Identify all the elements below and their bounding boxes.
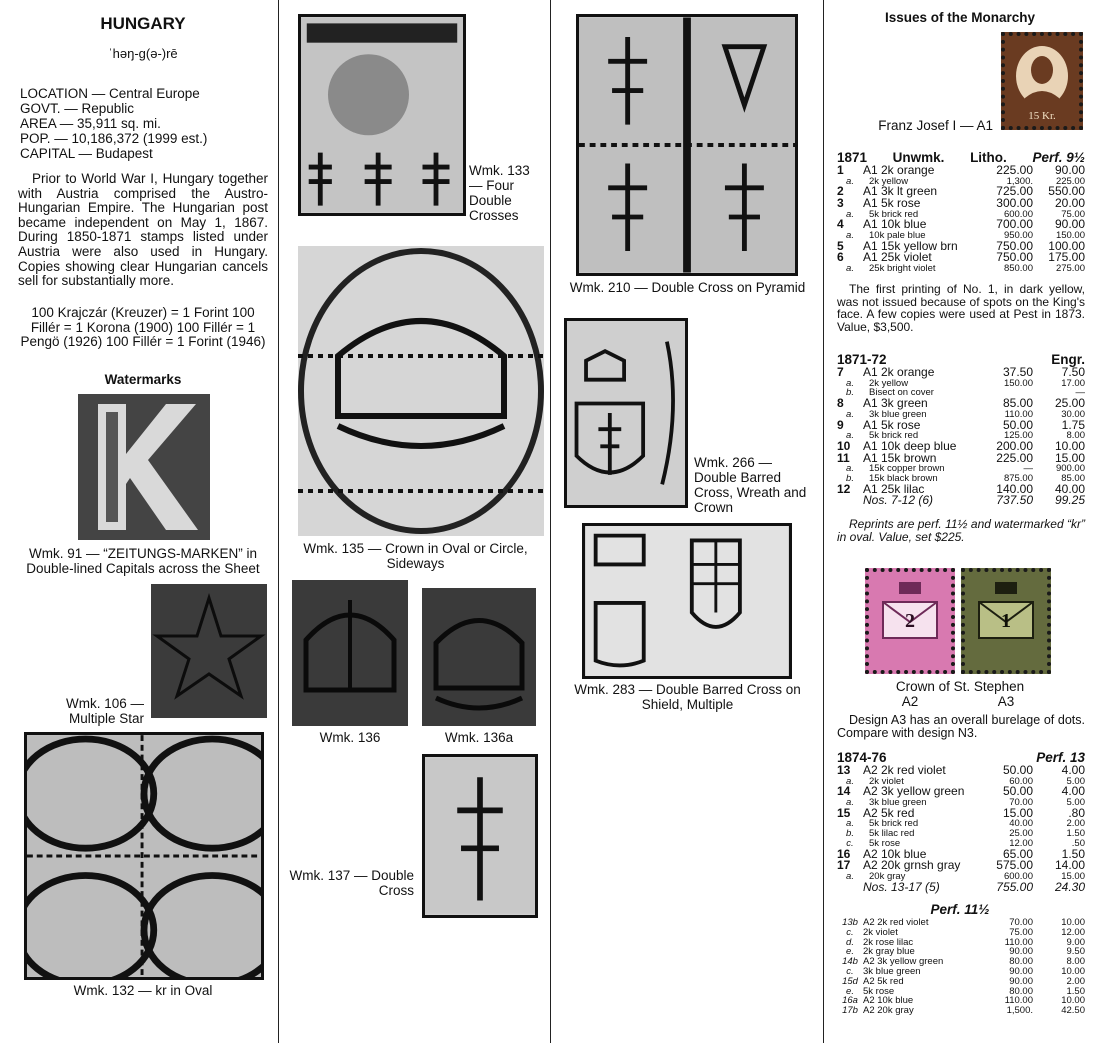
wmk-91-graphic	[78, 394, 210, 540]
intro-paragraph: Prior to World War I, Hungary together with Austria comprised the Austro-Hungarian Empire. The Hungarian post became independent on May 1, 1867. During 1850-1871 stamps listed under Austria were also used in Hungary. Copies showing clear Hungarian cancels sell for substantially more.	[18, 171, 268, 289]
used-value: 75.00	[1061, 208, 1085, 220]
used-value: 5.00	[1066, 775, 1085, 787]
section-heading: Issues of the Monarchy	[884, 10, 1036, 25]
column-divider	[278, 0, 279, 1043]
catalog-number: 14b	[842, 956, 858, 968]
catalog-number: 12	[837, 481, 851, 496]
catalog-number: a.	[846, 775, 854, 787]
stamp-a2-image	[865, 568, 955, 674]
crown-icon	[422, 588, 536, 726]
used-value: 9.50	[1066, 946, 1085, 958]
unused-value: 575.00	[996, 858, 1033, 873]
stamp-description: 15k black brown	[869, 472, 938, 484]
column-divider	[823, 0, 824, 1043]
section-method: Engr.	[1051, 352, 1085, 367]
used-value: 10.00	[1061, 917, 1085, 928]
stamp-description: 10k pale blue	[869, 229, 926, 241]
wmk-133-image	[298, 14, 466, 216]
unused-value: 200.00	[996, 438, 1033, 453]
stamp-description: Bisect on cover	[869, 387, 934, 399]
unused-value: 1,300.	[1006, 175, 1033, 187]
catalog-number: a.	[846, 408, 854, 420]
section-1874-76	[837, 750, 1085, 893]
stamp-description: A2 5k red	[863, 975, 904, 987]
stamp-description: 5k rose	[863, 985, 895, 997]
catalog-number: 15	[837, 805, 851, 820]
used-value: 9.00	[1066, 936, 1085, 948]
unused-value: 90.00	[1009, 975, 1033, 987]
design-a2-label: A2	[901, 694, 919, 709]
used-value: 4.00	[1061, 763, 1085, 777]
info-capital: CAPITAL — Budapest	[20, 146, 153, 161]
unused-value: 12.00	[1009, 837, 1033, 849]
catalog-number: a.	[846, 208, 854, 220]
column-4	[835, 0, 1085, 1043]
used-value: 1.50	[1061, 846, 1085, 861]
wmk-135-caption: Wmk. 135 — Crown in Oval or Circle, Sideways	[303, 541, 528, 571]
stamp-description: A1 15k yellow brn	[863, 238, 958, 253]
wmk-91-image	[78, 394, 210, 540]
unused-value: 85.00	[1002, 396, 1033, 411]
wmk-133-caption: Wmk. 133 — Four Double Crosses	[469, 163, 530, 223]
unused-value: 40.00	[1009, 818, 1033, 830]
unused-value: 75.00	[1009, 926, 1033, 938]
stamp-description: A1 25k violet	[863, 250, 932, 265]
used-value: 30.00	[1061, 408, 1085, 420]
used-value: 90.00	[1054, 163, 1085, 177]
table-row	[837, 198, 1085, 210]
wmk-210-image	[576, 14, 798, 276]
wmk-283-caption: Wmk. 283 — Double Barred Cross on Shield, Multiple	[574, 682, 801, 712]
design-a3-label: A3	[997, 694, 1015, 709]
catalog-number: a.	[846, 463, 854, 475]
unused-value: 1,500.	[1006, 1005, 1033, 1017]
wmk-136-image	[292, 580, 408, 726]
used-value: 7.50	[1061, 365, 1085, 379]
catalog-number	[837, 882, 863, 894]
unused-value: 750.00	[996, 250, 1033, 265]
catalog-number: 6	[837, 250, 844, 265]
used-value: 99.25	[1054, 493, 1085, 508]
unused-value: 225.00	[996, 163, 1033, 177]
stamp-description: 2k yellow	[869, 377, 909, 389]
star-icon	[151, 584, 267, 718]
stamp-a1-image	[1001, 32, 1083, 130]
catalog-number: 10	[837, 438, 851, 453]
unused-value: 80.00	[1009, 956, 1033, 968]
shield-icon	[567, 321, 685, 505]
stamp-description: 2k yellow	[869, 175, 909, 187]
catalog-number: 1	[837, 163, 844, 177]
catalog-number: b.	[846, 472, 854, 484]
unused-value: 750.00	[996, 238, 1033, 253]
used-value: 85.00	[1061, 472, 1085, 484]
section-perf-11-5	[837, 918, 1085, 1016]
wmk-210-caption: Wmk. 210 — Double Cross on Pyramid	[569, 280, 806, 295]
design-note: Design A3 has an overall burelage of dots. Compare with design N3.	[837, 713, 1085, 740]
stamp-a3-image	[961, 568, 1051, 674]
stamp-description: 25k bright violet	[869, 262, 936, 274]
column-divider	[550, 0, 551, 1043]
crown-caption: Crown of St. Stephen	[895, 679, 1025, 694]
double-cross-icon	[425, 757, 535, 915]
stamp-description: A2 10k blue	[863, 846, 927, 861]
unused-value: 725.00	[996, 184, 1033, 199]
info-area: AREA — 35,911 sq. mi.	[20, 116, 161, 131]
catalog-number: 3	[837, 195, 844, 210]
stamp-description: 15k copper brown	[869, 463, 945, 475]
wmk-91-caption: Wmk. 91 — “ZEITUNGS-MARKEN” in Double-lined Capitals across the Sheet	[26, 546, 260, 576]
unused-value: 140.00	[996, 481, 1033, 496]
stamp-description: A1 10k blue	[863, 217, 927, 232]
stamp-description: 5k brick red	[869, 430, 919, 442]
pronunciation: ˈhəŋ-g(ə-)rē	[108, 46, 178, 61]
stamp-description: A2 10k blue	[863, 995, 914, 1007]
unused-value: 875.00	[1003, 472, 1033, 484]
stamp-description: A2 2k red violet	[863, 763, 946, 777]
unused-value: 300.00	[996, 195, 1033, 210]
section-perf: Perf. 13	[1036, 750, 1085, 765]
stamp-a2-value: 2	[905, 610, 915, 632]
used-value: 42.50	[1061, 1005, 1085, 1017]
used-value: 90.00	[1054, 217, 1085, 232]
shield-icon	[585, 526, 789, 676]
section-method: Litho.	[970, 150, 1007, 165]
catalog-number: a.	[846, 229, 854, 241]
table-row	[837, 495, 1085, 507]
used-value: 2.00	[1066, 818, 1085, 830]
stamp-description: A2 5k red	[863, 805, 915, 820]
section-year: 1871-72	[837, 352, 887, 367]
catalog-number: 15d	[842, 975, 858, 987]
used-value: 24.30	[1054, 879, 1085, 894]
used-value: 15.00	[1061, 870, 1085, 882]
used-value: 2.00	[1066, 975, 1085, 987]
unused-value: 110.00	[1004, 408, 1033, 420]
unused-value: 65.00	[1002, 846, 1033, 861]
used-value: 25.00	[1054, 396, 1085, 411]
catalog-number: 5	[837, 238, 844, 253]
table-row	[837, 765, 1085, 777]
used-value: 12.00	[1061, 926, 1085, 938]
catalog-number: 17	[837, 858, 851, 873]
note-1871: The first printing of No. 1, in dark yellow, was not issued because of spots on the King's face. A few copies were used at Pest in 1873. Value, $3,500.	[837, 282, 1085, 334]
unused-value: 50.00	[1002, 784, 1033, 799]
unused-value: 37.50	[1002, 365, 1033, 379]
note-reprints: Reprints are perf. 11½ and watermarked “kr” in oval. Value, set $225.	[837, 517, 1085, 544]
stamp-description: A1 3k green	[863, 396, 928, 411]
unused-value: 80.00	[1009, 985, 1033, 997]
unused-value: 110.00	[1004, 936, 1033, 948]
catalog-number: a.	[846, 870, 854, 882]
stamp-description: 3k blue green	[869, 796, 927, 808]
watermarks-heading: Watermarks	[104, 372, 182, 387]
stamp-description: A2 3k yellow green	[863, 956, 944, 968]
unused-value: 700.00	[996, 217, 1033, 232]
unused-value: 950.00	[1003, 229, 1033, 241]
catalog-number: a.	[846, 262, 854, 274]
stamp-description: 5k brick red	[869, 818, 919, 830]
unused-value: 90.00	[1009, 946, 1033, 958]
used-value: 15.00	[1054, 450, 1085, 465]
unused-value: —	[1023, 463, 1033, 475]
catalog-number: d.	[846, 936, 854, 948]
section-year: 1874-76	[837, 750, 887, 765]
wmk-135-image	[298, 246, 544, 536]
currency-note: 100 Krajczár (Kreuzer) = 1 Forint 100 Fillér = 1 Korona (1900) 100 Fillér = 1 Pengö (1926) 100 Fillér = 1 Forint (1946)	[20, 305, 266, 350]
unused-value: 70.00	[1009, 917, 1033, 928]
used-value: 4.00	[1061, 784, 1085, 799]
wmk-283-image	[582, 523, 792, 679]
stamp-a1-caption: Franz Josef I — A1	[878, 118, 993, 133]
catalog-table-1874-76	[837, 765, 1085, 893]
column-2	[288, 0, 543, 1043]
stamp-description: A2 3k yellow green	[863, 784, 965, 799]
wmk-137-image	[422, 754, 538, 918]
wmk-266-caption: Wmk. 266 — Double Barred Cross, Wreath and Crown	[694, 455, 807, 515]
double-cross-icon	[301, 17, 463, 213]
catalog-number	[837, 495, 863, 507]
stamp-description: A2 20k gray	[863, 1005, 914, 1017]
catalog-number: 2	[837, 184, 844, 199]
stamp-description: 2k gray blue	[863, 946, 915, 958]
stamp-description: 5k lilac red	[869, 828, 915, 840]
wmk-136a-caption: Wmk. 136a	[444, 730, 514, 745]
unused-value: 15.00	[1002, 805, 1033, 820]
unused-value: 50.00	[1002, 417, 1033, 432]
catalog-number: b.	[846, 387, 854, 399]
column-3	[560, 0, 815, 1043]
catalog-table-1871-72	[837, 367, 1085, 507]
stamp-description: 2k rose lilac	[863, 936, 914, 948]
stamp-description: Nos. 13-17 (5)	[863, 879, 940, 894]
stamp-description: 2k violet	[863, 926, 898, 938]
stamp-description: 5k rose	[869, 837, 901, 849]
catalog-number: 11	[837, 450, 850, 465]
catalog-number: a.	[846, 430, 854, 442]
used-value: 550.00	[1048, 184, 1085, 199]
unused-value: 225.00	[996, 450, 1033, 465]
stamp-description: A2 2k red violet	[863, 917, 929, 928]
used-value: .80	[1068, 805, 1085, 820]
section-year: 1871	[837, 150, 868, 165]
unused-value: 600.00	[1003, 208, 1033, 220]
used-value: 225.00	[1055, 175, 1085, 187]
unused-value: 600.00	[1003, 870, 1033, 882]
unused-value: 90.00	[1009, 965, 1033, 977]
stamp-description: A1 5k rose	[863, 195, 921, 210]
catalog-number: 16	[837, 846, 851, 861]
catalog-number: 9	[837, 417, 844, 432]
used-value: 1.75	[1061, 417, 1085, 432]
stamp-description: 3k blue green	[869, 408, 927, 420]
unused-value: 150.00	[1003, 377, 1033, 389]
stamp-description: 20k gray	[869, 870, 906, 882]
catalog-number: a.	[846, 377, 854, 389]
wmk-137-caption: Wmk. 137 — Double Cross	[289, 868, 414, 898]
wmk-266-image	[564, 318, 688, 508]
used-value: 10.00	[1054, 438, 1085, 453]
section-watermark: Unwmk.	[892, 150, 945, 165]
section-perf: Perf. 9½	[1032, 150, 1085, 165]
used-value: 1.50	[1066, 828, 1085, 840]
catalog-table-perf-11-5	[837, 918, 1085, 1016]
wmk-132-graphic	[27, 735, 261, 977]
unused-value: 737.50	[996, 493, 1033, 508]
catalog-number: 16a	[842, 995, 858, 1007]
table-row	[837, 264, 1085, 274]
catalog-number: 8	[837, 396, 844, 411]
country-info	[20, 86, 268, 161]
catalog-number: a.	[846, 796, 854, 808]
used-value: 40.00	[1054, 481, 1085, 496]
table-row	[837, 367, 1085, 379]
crown-icon	[298, 246, 544, 536]
catalog-number: c.	[846, 926, 854, 938]
stamp-description: A1 25k lilac	[863, 481, 925, 496]
crown-icon	[292, 580, 408, 726]
used-value: 100.00	[1048, 238, 1085, 253]
wmk-136-caption: Wmk. 136	[319, 730, 381, 745]
info-location: LOCATION — Central Europe	[20, 86, 200, 101]
stamp-a1-value: 15 Kr.	[1028, 110, 1056, 122]
used-value: 175.00	[1048, 250, 1085, 265]
section-1871-72	[837, 352, 1085, 507]
stamp-description: 2k violet	[869, 775, 904, 787]
stamp-description: A1 2k orange	[863, 365, 935, 379]
table-row	[837, 1006, 1085, 1016]
catalog-number: a.	[846, 175, 854, 187]
stamp-description: A1 5k rose	[863, 417, 921, 432]
catalog-number: c.	[846, 837, 854, 849]
wmk-136a-image	[422, 588, 536, 726]
catalog-number: e.	[846, 985, 854, 997]
used-value: 10.00	[1061, 995, 1085, 1007]
stamp-description: A2 20k grnsh gray	[863, 858, 961, 873]
stamp-description: 5k brick red	[869, 208, 919, 220]
used-value: 275.00	[1055, 262, 1085, 274]
unused-value: 110.00	[1004, 995, 1033, 1007]
used-value: —	[1075, 387, 1085, 399]
catalog-number: c.	[846, 965, 854, 977]
unused-value: 60.00	[1009, 775, 1033, 787]
catalog-number: e.	[846, 946, 854, 958]
section-1871	[837, 150, 1085, 274]
wmk-132-caption: Wmk. 132 — kr in Oval	[73, 983, 213, 998]
catalog-number: 14	[837, 784, 851, 799]
catalog-number: a.	[846, 818, 854, 830]
catalog-number: 17b	[842, 1005, 858, 1017]
stamp-a3-value: 1	[1001, 610, 1011, 632]
used-value: 1.50	[1066, 985, 1085, 997]
stamp-description: A1 15k brown	[863, 450, 937, 465]
catalog-number: 13b	[842, 917, 858, 928]
table-row	[837, 882, 1085, 894]
catalog-number: 13	[837, 763, 851, 777]
catalog-number: b.	[846, 828, 854, 840]
perf-11-5-heading: Perf. 11½	[930, 902, 990, 917]
info-govt: GOVT. — Republic	[20, 101, 135, 116]
used-value: 150.00	[1055, 229, 1085, 241]
country-title: HUNGARY	[100, 14, 186, 33]
stamp-description: A1 2k orange	[863, 163, 935, 177]
column-1	[18, 0, 268, 1043]
wmk-106-image	[151, 584, 267, 718]
used-value: 14.00	[1054, 858, 1085, 873]
catalog-number: 7	[837, 365, 844, 379]
catalog-table-1871	[837, 165, 1085, 274]
wmk-132-image	[24, 732, 264, 980]
wmk-106-caption: Wmk. 106 — Multiple Star	[65, 696, 144, 726]
double-cross-icon	[579, 17, 795, 273]
used-value: 8.00	[1066, 956, 1085, 968]
used-value: 10.00	[1061, 965, 1085, 977]
unused-value: 25.00	[1009, 828, 1033, 840]
unused-value: 850.00	[1003, 262, 1033, 274]
stamp-description: 3k blue green	[863, 965, 921, 977]
unused-value: 50.00	[1002, 763, 1033, 777]
stamp-description: Nos. 7-12 (6)	[863, 493, 934, 508]
stamp-description: A1 3k lt green	[863, 184, 938, 199]
used-value: 8.00	[1066, 430, 1085, 442]
used-value: 900.00	[1055, 463, 1085, 475]
used-value: .50	[1071, 837, 1085, 849]
used-value: 20.00	[1054, 195, 1085, 210]
used-value: 5.00	[1066, 796, 1085, 808]
unused-value: 70.00	[1009, 796, 1033, 808]
table-row	[837, 165, 1085, 177]
unused-value: 125.00	[1003, 430, 1033, 442]
info-pop: POP. — 10,186,372 (1999 est.)	[20, 131, 208, 146]
unused-value: 755.00	[996, 879, 1033, 894]
used-value: 17.00	[1061, 377, 1085, 389]
stamp-description: A1 10k deep blue	[863, 438, 957, 453]
catalog-number: 4	[837, 217, 844, 232]
